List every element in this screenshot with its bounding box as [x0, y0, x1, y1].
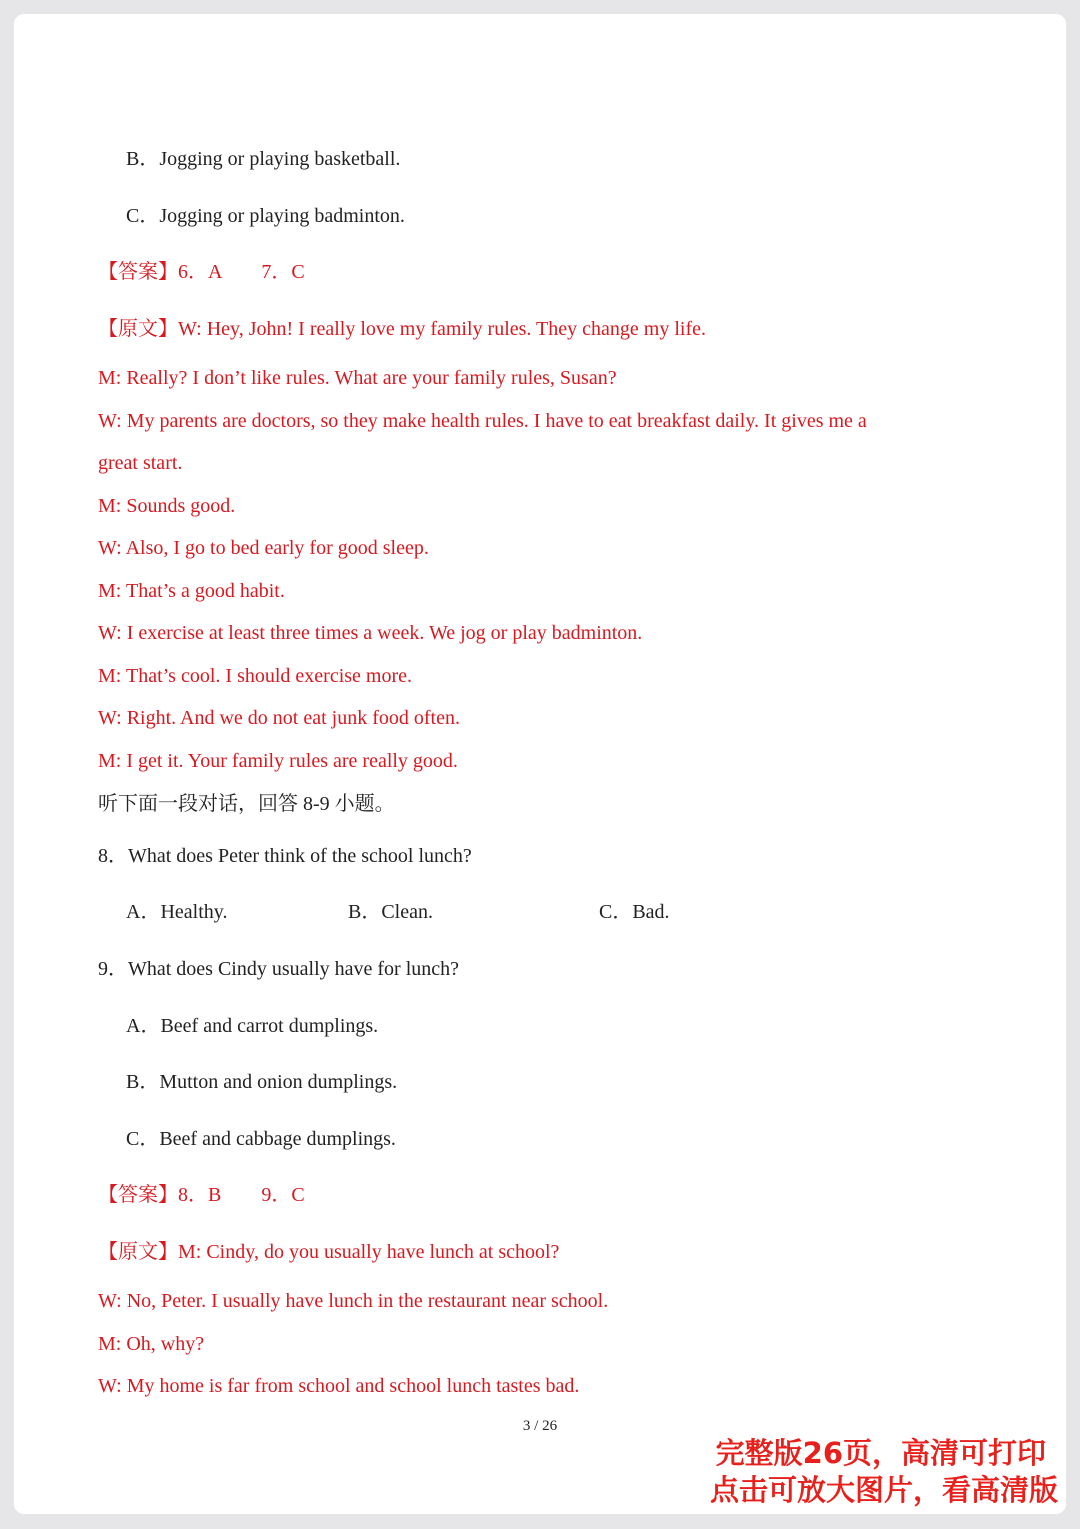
q9-stem: 9．What does Cindy usually have for lunch? [98, 958, 460, 980]
q7-option-c: C．Jogging or playing badminton. [126, 205, 405, 227]
q8-option-a: A．Healthy. [126, 901, 228, 923]
transcript-8-9-first [98, 1240, 559, 1264]
transcript-line: W: Hey, John! I really love my family rules. They change my life. [178, 318, 706, 340]
q8-stem: 8．What does Peter think of the school lunch? [98, 845, 472, 867]
transcript-tag: 【原文】 [98, 1241, 178, 1263]
promo-line-2[interactable]: 点击可放大图片，看高清版 [709, 1473, 1058, 1507]
transcript-line: M: Really? I don’t like rules. What are your family rules, Susan? [98, 367, 617, 389]
transcript-line: W: Also, I go to bed early for good sleep. [98, 537, 429, 559]
answer-tag: 【答案】 [98, 1184, 178, 1206]
transcript-line: M: Sounds good. [98, 495, 236, 517]
transcript-line: W: No, Peter. I usually have lunch in the restaurant near school. [98, 1290, 609, 1312]
transcript-line: M: Oh, why? [98, 1333, 205, 1355]
q8-option-b: B．Clean. [348, 901, 433, 923]
transcript-line: M: That’s a good habit. [98, 580, 285, 602]
answer-text: 6．A 7．C [178, 261, 305, 283]
transcript-line: M: I get it. Your family rules are really good. [98, 750, 458, 772]
transcript-line: W: My parents are doctors, so they make health rules. I have to eat breakfast daily. It gives me a [98, 410, 867, 432]
transcript-6-7-first [98, 317, 706, 341]
transcript-line: W: My home is far from school and school lunch tastes bad. [98, 1375, 580, 1397]
answer-8-9 [98, 1183, 305, 1207]
q9-option-c: C．Beef and cabbage dumplings. [126, 1128, 396, 1150]
answer-tag: 【答案】 [98, 261, 178, 283]
q9-option-a: A．Beef and carrot dumplings. [126, 1015, 379, 1037]
transcript-line: M: That’s cool. I should exercise more. [98, 665, 413, 687]
transcript-line: W: Right. And we do not eat junk food often. [98, 707, 460, 729]
q9-option-b: B．Mutton and onion dumplings. [126, 1071, 398, 1093]
promo-line-1[interactable]: 完整版26页，高清可打印 [715, 1436, 1046, 1470]
section-instruction: 听下面一段对话，回答 8-9 小题。 [98, 793, 395, 815]
q7-option-b: B．Jogging or playing basketball. [126, 148, 401, 170]
transcript-line: great start. [98, 452, 183, 474]
transcript-line: M: Cindy, do you usually have lunch at school? [178, 1241, 560, 1263]
page-number: 3 / 26 [522, 1418, 558, 1434]
answer-6-7 [98, 260, 305, 284]
transcript-line: W: I exercise at least three times a week. We jog or play badminton. [98, 622, 643, 644]
transcript-tag: 【原文】 [98, 318, 178, 340]
q8-option-c: C．Bad. [599, 901, 670, 923]
answer-text: 8．B 9．C [178, 1184, 305, 1206]
